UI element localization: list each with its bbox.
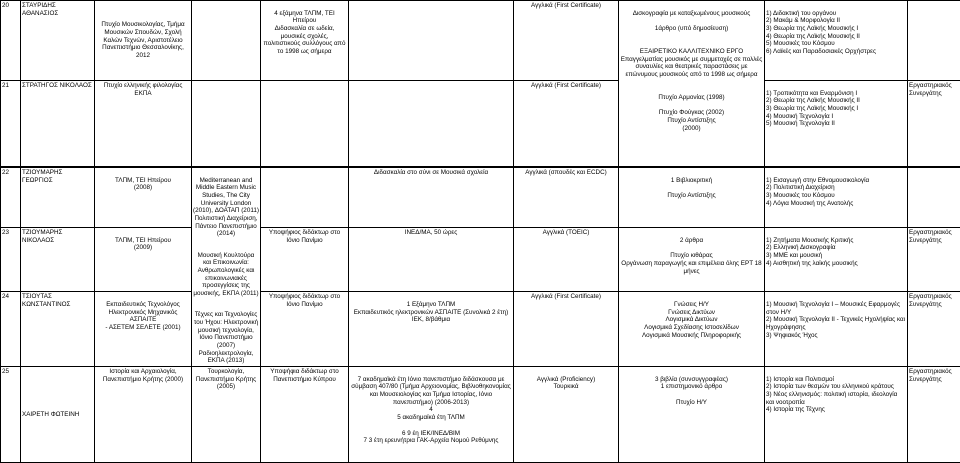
member-name: ΣΤΡΑΤΗΓΟΣ ΝΙΚΟΛΑΟΣ [21, 81, 95, 167]
other-teaching-cell [349, 81, 514, 167]
languages-cell: Αγγλικά (Proficiency) Τουρκικά [514, 367, 619, 463]
table-row [1, 292, 960, 367]
publications-cell: Γνώσεις Η/Υ Γνώσεις Δικτύων Λογισμικά Δικτύων Λογισμικά Σχεδίασης Ιστοσελίδων Λογισμικά Μουσικής Πληροφορικής [619, 292, 765, 367]
languages-cell: Αγγλικά (TOEIC) [514, 228, 619, 292]
teaching-cell [261, 168, 349, 228]
table-row [1, 228, 960, 292]
row-number: 24 [1, 292, 21, 367]
teaching-cell: 4 εξάμηνα ΤΛΠΜ, ΤΕΙ Ηπείρου Διδασκαλία σε ωδεία, μουσικές σχολές, πολιτιστικούς συλλόγους από το 1998 ως σήμερα [261, 1, 349, 81]
row-number: 25 [1, 367, 21, 463]
courses-cell: 1) Εισαγωγή στην Εθνομουσικολογία 2) Πολιτιστική Διαχείριση 3) Μουσικές του Κόσμου 4) Λόγια Μουσική της Ανατολής [765, 168, 908, 228]
postgrad-cell [192, 81, 261, 167]
languages-cell: Αγγλικά (First Certificate) [514, 1, 619, 81]
table-row [1, 168, 960, 228]
row-number: 22 [1, 168, 21, 228]
lab-cell: Εργαστηριακός Συνεργάτης [908, 367, 960, 463]
faculty-table [0, 0, 960, 167]
publications-cell: 3 βιβλία (συνσυγγραφέας) 1 επιστημονικό άρθρο Πτυχίο Η/Υ [619, 367, 765, 463]
degrees-cell: ΤΛΠΜ, ΤΕΙ Ηπείρου (2009) [95, 228, 192, 292]
teaching-cell: Υποψήφιος διδάκτωρ στο Ιόνιο Πανίμιο [261, 228, 349, 292]
postgrad-cell: Τουρκολογία, Πανεπιστήμιο Κρήτης (2005) [192, 367, 261, 463]
table-row [1, 81, 960, 167]
courses-cell: 1) Ζητήματα Μουσικής Κριτικής 2) Ελληνική Δισκογραφία 3) ΜΜΕ και μουσική 4) Αισθητική της λαϊκής μουσικής [765, 228, 908, 292]
publications-cell: 2 άρθρα Πτυχίο κιθάρας Οργάνωση παραγωγής και επιμέλεια όλης ΕΡΤ 18 μήνες [619, 228, 765, 292]
teaching-cell: Υποψήφιος διδάκτωρ στο Ιόνιο Πανίμιο [261, 292, 349, 367]
degrees-cell: Πτυχίο Μουσικολογίας, Τμήμα Μουσικών Σπουδών, Σχολή Καλών Τεχνών, Αριστοτέλειο Πανεπιστήμιο Θεσσαλονίκης, 2012 [95, 1, 192, 81]
courses-cell: 1) Τροπικότητα και Εναρμόνιση Ι 2) Θεωρία της Λαϊκής Μουσικής ΙΙ 3) Θεωρία της Λαϊκής Μουσικής Ι 4) Μουσική Τεχνολογία Ι 5) Μουσική Τεχνολογία ΙΙ [765, 81, 908, 167]
faculty-table-lower [0, 167, 960, 463]
languages-cell: Αγγλικά (First Certificate) [514, 81, 619, 167]
publications-cell: Δισκογραφία με καταξιωμένους μουσικούς 1άρθρο (υπό δημοσίευση) ΕΞΑΙΡΕΤΙΚΟ ΚΑΛΛΙΤΕΧΝΙΚΟ ΕΡΓΟ Επαγγελματίας μουσικός με συμμετοχές σε πολλές συναυλίες και θεατρικές παραστάσεις με επώνυμους μουσικούς από το 1998 ως σήμερα Πτυχίο Αρμονίας (1998) Πτυχίο Φούγκας (2002) Πτυχίο Αντίστιξης (2000) [619, 1, 765, 167]
table-row [1, 367, 960, 463]
degrees-cell: ΤΛΠΜ, ΤΕΙ Ηπείρου (2008) [95, 168, 192, 228]
postgrad-cell: Mediterranean and Middle Eastern Music Studies, The City University London (2010), ΔΟΑΤΑΠ (2011) Πολιτιστική Διαχείριση, Πάντειο Πανεπιστήμιο (2014) Μουσική Κουλτούρα και Επικοινωνία: Ανθρωπολογικές και επικοινωνιακές προσεγγίσεις της μουσικής, ΕΚΠΑ (2011) Τέχνες και Τεχνολογίες του Ήχου: Ηλεκτρονική μουσική τεχνολογία, Ιόνιο Πανεπιστήμιο (2007) Ραδιοηλεκτρολογία, ΕΚΠΑ (2013) [192, 168, 261, 367]
lab-cell [908, 168, 960, 228]
lab-cell [908, 1, 960, 81]
degrees-cell: Ιστορία και Αρχαιολογία, Πανεπιστήμιο Κρήτης (2000) [95, 367, 192, 463]
languages-cell: Αγγλικά (First Certificate) [514, 292, 619, 367]
publications-cell: 1 Βιβλιοκριτική Πτυχίο Αντίστιξης [619, 168, 765, 228]
teaching-cell [261, 81, 349, 167]
member-name: ΤΣΙΟΥΤΑΣ ΚΩΝΣΤΑΝΤΙΝΟΣ [21, 292, 95, 367]
courses-cell: 1) Ιστορία και Πολιτισμοί 2) Ιστορία των θεσμών του ελληνικού κράτους 3) Νέος ελληνισμός: πολιτική ιστορία, ιδεολογία και νοοτροπία 4) Ιστορία της Τέχνης [765, 367, 908, 463]
member-name: ΤΖΙΟΥΜΑΡΗΣ ΓΕΩΡΓΙΟΣ [21, 168, 95, 228]
courses-cell: 1) Διδακτική του οργάνου 2) Μακάμ & Μορφολογία ΙΙ 3) Θεωρία της Λαϊκής Μουσικής Ι 4) Θεωρία της Λαϊκής Μουσικής ΙΙ 5) Μουσικές του Κόσμου 6) Λαϊκές και Παραδοσιακές Ορχήστρες [765, 1, 908, 81]
degrees-cell: Πτυχίο ελληνικής φιλολογίας ΕΚΠΑ [95, 81, 192, 167]
other-teaching-cell: ΙΝΕΔ/ΜΑ, 50 ώρες [349, 228, 514, 292]
table-row [1, 1, 960, 81]
row-number: 20 [1, 1, 21, 81]
member-name: ΣΤΑΥΡΙΔΗΣ ΑΘΑΝΑΣΙΟΣ [21, 1, 95, 81]
other-teaching-cell [349, 1, 514, 81]
lab-cell: Εργαστηριακός Συνεργάτης [908, 292, 960, 367]
lab-cell: Εργαστηριακός Συνεργάτης [908, 81, 960, 167]
member-name: ΤΖΙΟΥΜΑΡΗΣ ΝΙΚΟΛΑΟΣ [21, 228, 95, 292]
languages-cell: Αγγλικά (σπουδές και ECDC) [514, 168, 619, 228]
other-teaching-cell: 1 Εξάμηνο ΤΛΠΜ Εκπαιδευτικός ηλεκτρονικών ΑΣΠΑΙΤΕ (Συνολικά 2 έτη) ΙΕΚ, 8/βάθμια [349, 292, 514, 367]
row-number: 21 [1, 81, 21, 167]
other-teaching-cell: Διδασκαλία στο σύνι σε Μουσικά σχολεία [349, 168, 514, 228]
courses-cell: 1) Μουσική Τεχνολογία Ι – Μουσικές Εφαρμογές στον Η/Υ 2) Μουσική Τεχνολογία ΙΙ - Τεχνικές Ηχολήψίας και Ηχογράφησης 3) Ψηφιακός Ήχος [765, 292, 908, 367]
other-teaching-cell: 7 ακαδημαϊκά έτη Ιόνιο πανεπιστήμιο διδάσκουσα με σύμβαση 407/80 (Τμήμα Αρχειονομίας, Βιβλιοθηκονομίας και Μουσειολογίας και Τμήμα Ιστορίας, Ιόνιο πανεπιστήμιο) (2006-2013) 4 5 ακαδημαϊκά έτη ΤΛΠΜ 6 9 έη ΙΕΚ/ΙΝΕΔ/ΒΙΜ 7 3 έτη ερευνήτρια ΓΑΚ-Αρχεία Νομού Ρεθύμνης [349, 367, 514, 463]
lab-cell: Εργαστηριακός Συνεργάτης [908, 228, 960, 292]
degrees-cell: Εκπαιδευτικός Τεχνολόγος Ηλεκτρονικός Μηχανικός ΑΣΠΑΙΤΕ - ΑΣΕΤΕΜ ΣΕΛΕΤΕ (2001) [95, 292, 192, 367]
postgrad-cell [192, 1, 261, 81]
row-number: 23 [1, 228, 21, 292]
member-name: ΧΑΙΡΕΤΗ ΦΩΤΕΙΝΗ [21, 367, 95, 463]
teaching-cell: Υποψήφια διδάκτωρ στο Πανεπιστήμιο Κύπρου [261, 367, 349, 463]
